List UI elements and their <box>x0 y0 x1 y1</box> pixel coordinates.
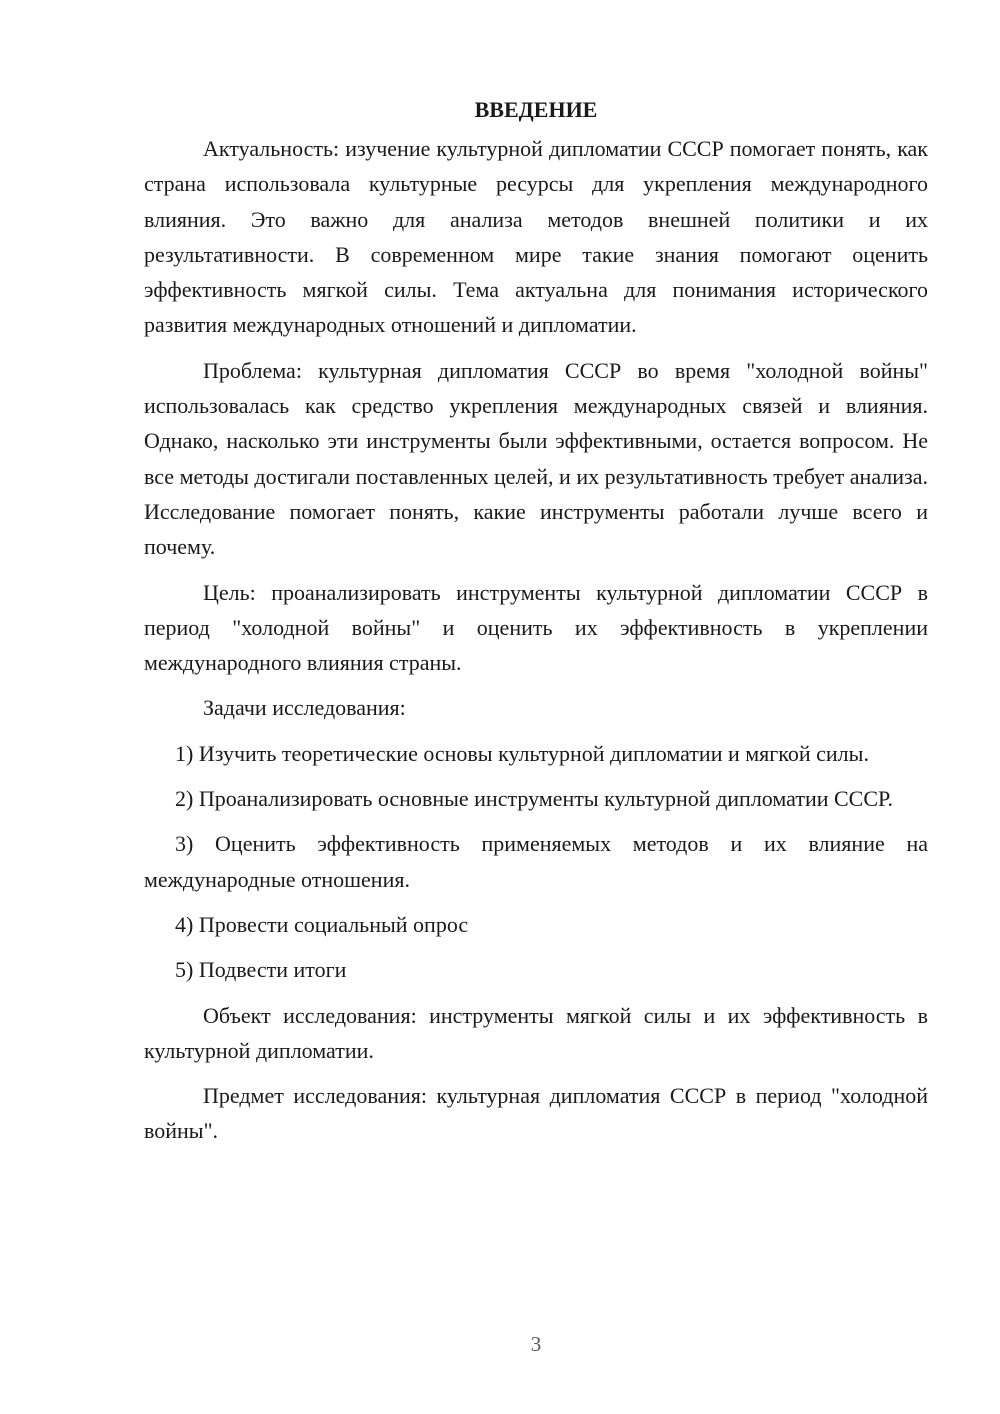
page-title: ВВЕДЕНИЕ <box>474 97 598 122</box>
goal-paragraph: Цель: проанализировать инструменты культурной дипломатии СССР в период "холодной войны" и оценить их эффективность в укреплении международного влияния страны. <box>144 579 928 676</box>
tasks-list <box>144 736 928 988</box>
page-number: 3 <box>530 1332 542 1356</box>
task-item: 2) Проанализировать основные инструменты культурной дипломатии СССР. <box>175 786 894 812</box>
subject-paragraph: Предмет исследования: культурная дипломатия СССР в период "холодной войны". <box>144 1083 928 1144</box>
object-paragraph: Объект исследования: инструменты мягкой силы и их эффективность в культурной дипломатии. <box>144 1002 928 1063</box>
task-item: 4) Провести социальный опрос <box>175 911 469 937</box>
problem-paragraph: Проблема: культурная дипломатия СССР во время "холодной войны" использовалась как средство укрепления международных связей и влияния. Однако, насколько эти инструменты были эффективными, остается вопросом. Не все методы достигали поставленных целей, и их результативность требует анализа. Исследование помогает понять, какие инструменты работали лучше всего и почему. <box>144 357 928 560</box>
relevance-paragraph: Актуальность: изучение культурной дипломатии СССР помогает понять, как страна использовала культурные ресурсы для укрепления международного влияния. Это важно для анализа методов внешней политики и их результативности. В современном мире такие знания помогают оценить эффективность мягкой силы. Тема актуальна для понимания исторического развития международных отношений и дипломатии. <box>144 136 928 338</box>
task-item: 1) Изучить теоретические основы культурной дипломатии и мягкой силы. <box>175 740 869 766</box>
document-page <box>144 92 928 1159</box>
task-item: 3) Оценить эффективность применяемых методов и их влияние на международные отношения. <box>144 831 928 892</box>
tasks-heading: Задачи исследования: <box>203 695 406 721</box>
task-item: 5) Подвести итоги <box>175 957 347 983</box>
